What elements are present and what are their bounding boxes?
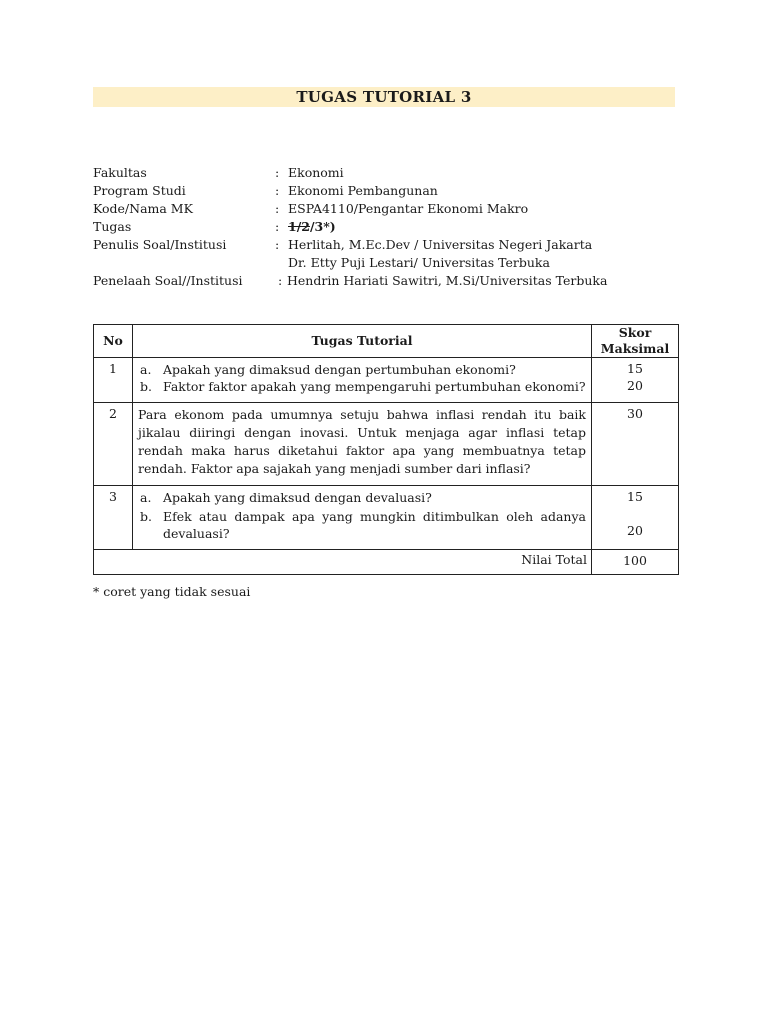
score-value: 20 [627, 523, 643, 538]
footnote: * coret yang tidak sesuai [93, 584, 251, 599]
info-value: Herlitah, M.Ec.Dev / Universitas Negeri Jakarta [288, 237, 593, 252]
info-value: ESPA4110/Pengantar Ekonomi Makro [288, 201, 529, 216]
info-label: Penulis Soal/Institusi [93, 237, 227, 252]
table-row [94, 403, 679, 486]
row-number: 2 [94, 403, 133, 486]
question-list [134, 487, 590, 548]
item-marker: a. [140, 490, 152, 505]
tugas-selected: 3*) [314, 219, 336, 234]
info-value [288, 218, 336, 236]
score-value: 20 [627, 378, 643, 393]
header-no: No [94, 325, 133, 358]
info-colon: : [275, 165, 280, 180]
table-header-row [94, 325, 679, 358]
item-marker: a. [140, 362, 152, 377]
info-row-penulis [93, 236, 693, 254]
score-value: 30 [627, 406, 643, 421]
tugas-separator: / [309, 219, 315, 234]
info-row-penelaah [93, 272, 693, 290]
info-value: Dr. Etty Puji Lestari/ Universitas Terbuka [288, 255, 550, 270]
info-row-kode-nama-mk [93, 200, 693, 218]
info-label: Program Studi [93, 183, 186, 198]
item-text: Apakah yang dimaksud dengan pertumbuhan ekonomi? [163, 362, 516, 377]
list-item [138, 489, 586, 506]
total-row [94, 550, 679, 575]
document-title: TUGAS TUTORIAL 3 [93, 87, 675, 107]
info-row-penulis-cont [93, 254, 693, 272]
list-item [138, 378, 586, 395]
row-number: 3 [94, 486, 133, 550]
item-marker: b. [140, 379, 152, 394]
total-label: Nilai Total [94, 550, 592, 575]
list-item [138, 361, 586, 378]
info-label: Tugas [93, 219, 132, 234]
info-value: Hendrin Hariati Sawitri, M.Si/Universitas Terbuka [287, 273, 608, 288]
header-score [592, 325, 679, 358]
question-text: Para ekonom pada umumnya setuju bahwa inflasi rendah itu baik jikalau diiringi dengan inovasi. Untuk menjaga agar inflasi tetap rendah maka harus diketahui faktor apa yang membuatnya tetap rendah. Faktor apa sajakah yang menjadi sumber dari inflasi? [138, 407, 586, 476]
row-task [133, 486, 592, 550]
tugas-struck-options: 1/2 [288, 219, 310, 234]
item-text: Faktor faktor apakah yang mempengaruhi pertumbuhan ekonomi? [163, 379, 586, 394]
info-row-program-studi [93, 182, 693, 200]
header-score-line2: Maksimal [600, 341, 670, 356]
row-task [133, 403, 592, 486]
item-text: Apakah yang dimaksud dengan devaluasi? [163, 490, 432, 505]
info-value: Ekonomi [288, 165, 344, 180]
score-value: 15 [627, 361, 643, 376]
info-colon: : [275, 183, 280, 198]
question-list [134, 359, 590, 401]
row-score [592, 403, 679, 486]
info-value: Ekonomi Pembangunan [288, 183, 438, 198]
table-row [94, 486, 679, 550]
list-item [138, 508, 586, 542]
info-colon: : [275, 237, 280, 252]
row-score [592, 358, 679, 403]
item-text: Efek atau dampak apa yang mungkin ditimbulkan oleh adanya devaluasi? [163, 509, 586, 541]
row-score [592, 486, 679, 550]
course-info [93, 164, 693, 290]
info-label: Kode/Nama MK [93, 201, 193, 216]
info-label: Fakultas [93, 165, 147, 180]
header-score-line1: Skor [618, 325, 652, 340]
score-value: 15 [627, 489, 643, 504]
info-row-tugas [93, 218, 693, 236]
row-task [133, 358, 592, 403]
table-row [94, 358, 679, 403]
info-label: Penelaah Soal//Institusi [93, 273, 243, 288]
tutorial-table [93, 324, 679, 575]
info-colon: : [278, 273, 283, 288]
total-value: 100 [592, 550, 679, 575]
info-colon: : [275, 201, 280, 216]
info-row-fakultas [93, 164, 693, 182]
info-colon: : [275, 219, 280, 234]
row-number: 1 [94, 358, 133, 403]
header-task: Tugas Tutorial [133, 325, 592, 358]
item-marker: b. [140, 509, 152, 524]
